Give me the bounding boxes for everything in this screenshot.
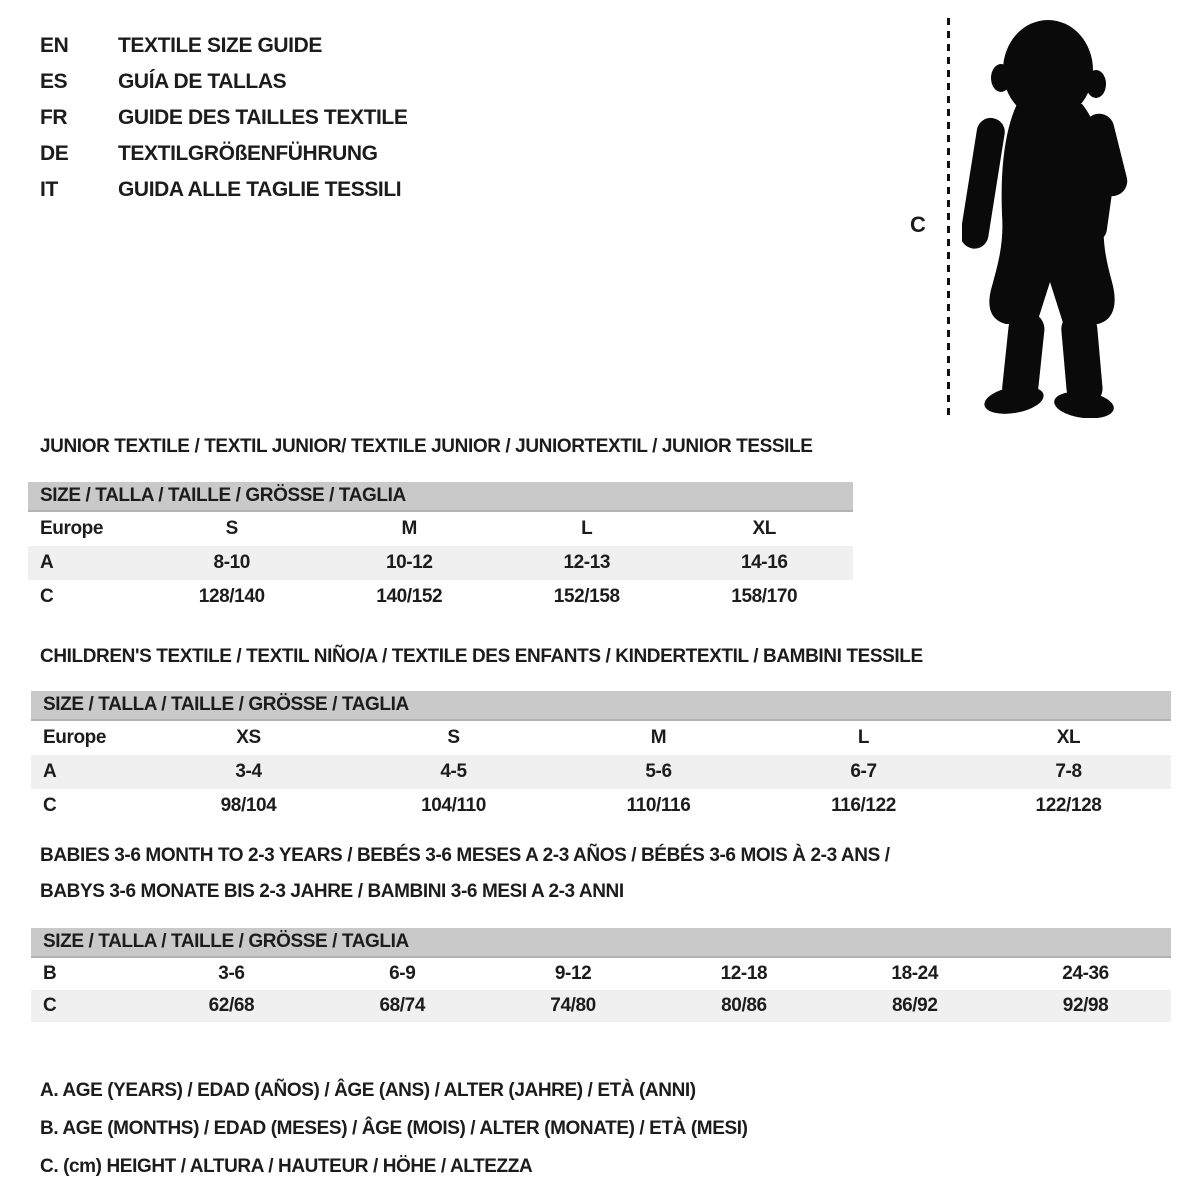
babies-section-title-line2: BABYS 3-6 MONATE BIS 2-3 JAHRE / BAMBINI 3-6 MESI A 2-3 ANNI (40, 881, 624, 902)
size-cell: 6-7 (850, 761, 877, 782)
size-cell: 3-6 (218, 963, 245, 984)
size-cell: 80/86 (721, 995, 767, 1016)
height-measure-line (947, 18, 950, 418)
size-cell: 140/152 (376, 586, 443, 607)
size-cell: 122/128 (1035, 795, 1102, 816)
table-row-height (31, 990, 1171, 1022)
size-cell: XL (752, 518, 776, 539)
legend-line-b: B. AGE (MONTHS) / EDAD (MESES) / ÂGE (MOIS) / ALTER (MONATE) / ETÀ (MESI) (40, 1118, 748, 1139)
babies-section-title-line1: BABIES 3-6 MONTH TO 2-3 YEARS / BEBÉS 3-6 MESES A 2-3 AÑOS / BÉBÉS 3-6 MOIS À 2-3 ANS / (40, 845, 890, 866)
size-cell: 116/122 (831, 795, 896, 816)
size-cell: 18-24 (891, 963, 939, 984)
size-header-bar: SIZE / TALLA / TAILLE / GRÖSSE / TAGLIA (31, 928, 1171, 958)
legend-line-c: C. (cm) HEIGHT / ALTURA / HAUTEUR / HÖHE / ALTEZZA (40, 1156, 533, 1177)
size-cell: L (581, 518, 593, 539)
table-row-europe (28, 512, 853, 546)
size-cell: 110/116 (626, 795, 691, 816)
junior-size-table (28, 482, 853, 614)
language-code: FR (40, 106, 68, 129)
size-cell: 12-18 (720, 963, 768, 984)
size-cell: 10-12 (385, 552, 433, 573)
row-label: C (43, 795, 57, 816)
table-row-height (31, 789, 1171, 823)
language-code: ES (40, 70, 68, 93)
size-cell: 12-13 (563, 552, 611, 573)
size-cell: S (225, 518, 238, 539)
legend (40, 1072, 748, 1186)
table-row-age (31, 755, 1171, 789)
row-label: Europe (43, 727, 107, 748)
row-label: C (40, 586, 54, 607)
size-header-bar: SIZE / TALLA / TAILLE / GRÖSSE / TAGLIA (31, 691, 1171, 721)
language-title: TEXTILE SIZE GUIDE (118, 34, 322, 57)
size-cell: S (447, 727, 460, 748)
size-cell: 152/158 (553, 586, 620, 607)
size-cell: XL (1056, 727, 1081, 748)
language-row-en (40, 28, 407, 64)
table-row-months (31, 958, 1171, 990)
size-cell: M (401, 518, 417, 539)
junior-section-title: JUNIOR TEXTILE / TEXTIL JUNIOR/ TEXTILE JUNIOR / JUNIORTEXTIL / JUNIOR TESSILE (40, 436, 813, 457)
language-row-fr (40, 100, 407, 136)
row-label: A (40, 552, 54, 573)
size-cell: 6-9 (389, 963, 416, 984)
row-label: C (43, 995, 57, 1016)
size-cell: 24-36 (1062, 963, 1109, 984)
size-cell: 9-12 (554, 963, 592, 984)
row-label: B (43, 963, 57, 984)
size-cell: 68/74 (379, 995, 426, 1016)
language-row-it (40, 172, 407, 208)
height-measure-label: C (910, 212, 926, 237)
size-cell: 158/170 (731, 586, 798, 607)
table-row-europe (31, 721, 1171, 755)
language-code: IT (40, 178, 58, 201)
language-code: DE (40, 142, 69, 165)
babies-size-table (31, 928, 1171, 1022)
size-header-bar: SIZE / TALLA / TAILLE / GRÖSSE / TAGLIA (28, 482, 853, 512)
language-row-de (40, 136, 407, 172)
language-code: EN (40, 34, 69, 57)
language-row-es (40, 64, 407, 100)
size-cell: 3-4 (235, 761, 262, 782)
size-cell: 62/68 (208, 995, 255, 1016)
table-row-age (28, 546, 853, 580)
size-cell: XS (236, 727, 261, 748)
children-section-title: CHILDREN'S TEXTILE / TEXTIL NIÑO/A / TEXTILE DES ENFANTS / KINDERTEXTIL / BAMBINI TESSILE (40, 646, 923, 667)
size-cell: 92/98 (1062, 995, 1109, 1016)
size-cell: 7-8 (1055, 761, 1082, 782)
size-cell: 104/110 (421, 795, 486, 816)
row-label: Europe (40, 518, 104, 539)
table-row-height (28, 580, 853, 614)
children-size-table (31, 691, 1171, 823)
size-cell: 98/104 (220, 795, 277, 816)
toddler-silhouette-icon (962, 14, 1142, 418)
language-title: GUÍA DE TALLAS (118, 70, 287, 93)
language-title: GUIDA ALLE TAGLIE TESSILI (118, 178, 402, 201)
language-title: GUIDE DES TAILLES TEXTILE (118, 106, 408, 129)
size-cell: 5-6 (645, 761, 672, 782)
row-label: A (43, 761, 57, 782)
language-title: TEXTILGRÖßENFÜHRUNG (118, 142, 378, 165)
size-cell: L (857, 727, 870, 748)
size-cell: 8-10 (213, 552, 250, 573)
legend-line-a: A. AGE (YEARS) / EDAD (AÑOS) / ÂGE (ANS) / ALTER (JAHRE) / ETÀ (ANNI) (40, 1080, 696, 1101)
language-list (40, 28, 407, 208)
size-cell: 74/80 (550, 995, 596, 1016)
size-cell: 4-5 (440, 761, 467, 782)
size-cell: 86/92 (891, 995, 938, 1016)
size-cell: 128/140 (198, 586, 265, 607)
size-cell: 14-16 (740, 552, 788, 573)
size-cell: M (650, 727, 667, 748)
